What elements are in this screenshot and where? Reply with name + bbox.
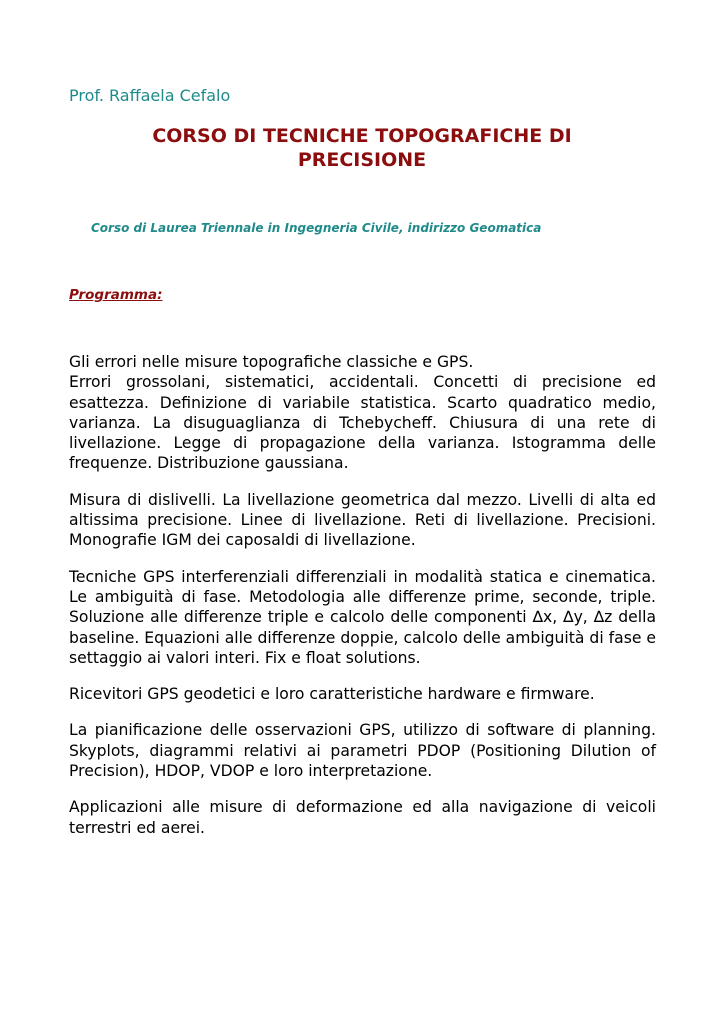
paragraph-line: Ricevitori GPS geodetici e loro caratteristiche hardware e firmware. [69, 685, 595, 704]
course-title-line-2: PRECISIONE [297, 149, 427, 171]
program-heading: Programma: [69, 287, 163, 303]
paragraph-line: La pianificazione delle osservazioni GPS, utilizzo di software di planning. Skyplots, diagrammi relativi ai parametri PDOP (Positioning Dilution of Precision), HDOP, VDOP e loro interpretazione. [69, 721, 656, 781]
paragraph-line: Misura di dislivelli. La livellazione geometrica dal mezzo. Livelli di alta ed altissima precisione. Linee di livellazione. Reti di livellazione. Precisioni. Monografie IGM dei caposaldi di livellazione. [69, 490, 656, 550]
paragraph-receivers [69, 684, 656, 704]
paragraph-line: Errori grossolani, sistematici, accidentali. Concetti di precisione ed esattezza. Definizione di variabile statistica. Scarto quadratico medio, varianza. La disuguaglianza di Tchebycheff. Chiusura di una rete di livellazione. Legge di propagazione della varianza. Istogramma delle frequenze. Distribuzione gaussiana. [69, 373, 656, 473]
paragraph-gps-techniques [69, 567, 656, 668]
paragraph-line: Gli errori nelle misure topografiche classiche e GPS. [69, 353, 474, 371]
course-title [69, 124, 655, 172]
degree-subtitle: Corso di Laurea Triennale in Ingegneria Civile, indirizzo Geomatica [91, 221, 542, 235]
paragraph-errors [69, 352, 656, 474]
paragraph-line: Tecniche GPS interferenziali differenziali in modalità statica e cinematica. Le ambiguità di fase. Metodologia alle differenze prime, seconde, triple. Soluzione alle differenze triple e calcolo delle componenti ∆x, ∆y, ∆z della baseline. Equazioni alle differenze doppie, calcolo delle ambiguità di fase e settaggio ai valori interi. Fix e float solutions. [69, 567, 656, 667]
paragraph-applications [69, 797, 656, 838]
course-title-line-1: CORSO DI TECNICHE TOPOGRAFICHE DI [152, 125, 572, 147]
paragraph-line: Applicazioni alle misure di deformazione ed alla navigazione di veicoli terrestri ed aerei. [69, 798, 656, 837]
paragraph-planning [69, 720, 656, 781]
program-body [69, 352, 656, 854]
author-name: Prof. Raffaela Cefalo [69, 86, 231, 105]
paragraph-levelling [69, 490, 656, 551]
